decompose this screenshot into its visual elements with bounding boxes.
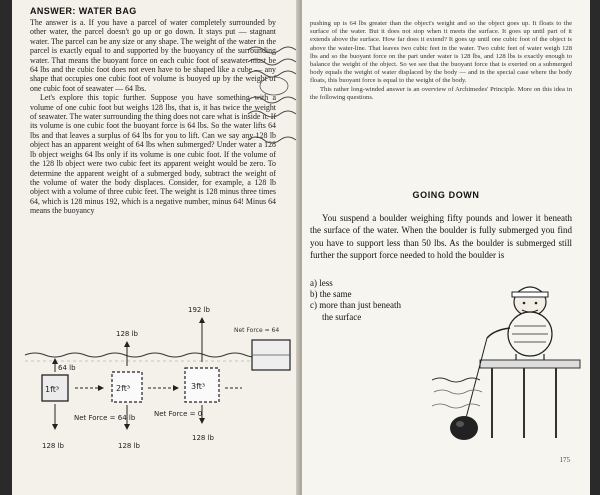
cube-two: [112, 330, 142, 450]
label-net-force-up: Net Force = 64: [234, 327, 280, 334]
label-192-lb: 192 lb: [188, 306, 210, 314]
puzzle-text: You suspend a boulder weighing fifty pounds and lower it beneath the surface of the water. When the boulder is fully submerged you find you have to support less than 50 lbs. As the boulder is submerged still further the support force needed to hold the boulder is: [310, 213, 572, 261]
continued-paragraph-2: This rather long-winded answer is an overview of Archimedes' Principle. More on this idea in the following questions.: [310, 85, 572, 101]
left-page: [12, 0, 300, 495]
man-figure: [487, 287, 552, 360]
label-net-force-64: Net Force = 64 lb: [74, 414, 136, 422]
answer-options: [310, 278, 430, 323]
water-bag-margin-illustration: [244, 40, 300, 150]
label-128-lb-c: 128 lb: [192, 434, 214, 442]
cube-three: [185, 306, 219, 442]
cube-one: [42, 358, 76, 450]
answer-paragraph-1: The answer is a. If you have a parcel of water completely surrounded by other water, the parcel doesn't go up or go down. It stays put — stagnant water. The parcel can be any size or any shape. The weight of the water in the parcel is exactly equal to and supported by the buoyancy of the surrounding water. That means the buoyant force on each cubic foot of seawater must be 64 lbs and the cubic foot does not even have to be shaped like a cube — any shape that occupies one cubic foot of volume is buoyed up by the weight of one cubic foot of seawater — 64 lbs.: [30, 18, 276, 93]
answer-heading: ANSWER: WATER BAG: [30, 6, 137, 16]
puzzle-heading: GOING DOWN: [412, 190, 480, 200]
option-a: a) less: [310, 278, 333, 288]
page-number: 175: [559, 456, 570, 464]
label-64-lb: 64 lb: [58, 364, 76, 372]
label-3ft: 3ft³: [191, 382, 206, 391]
right-page: [302, 0, 590, 495]
option-c: c) more than just beneath: [310, 300, 401, 311]
answer-text: [30, 18, 276, 216]
buoyancy-cubes-diagram: [20, 300, 300, 460]
water-waves: [432, 378, 480, 382]
label-2ft: 2ft³: [116, 384, 131, 393]
label-128-lb-b: 128 lb: [118, 442, 140, 450]
answer-continued: [310, 20, 572, 102]
label-1ft: 1ft³: [45, 385, 60, 394]
continued-paragraph-1: pushing up is 64 lbs greater than the object's weight and so the object goes up. It floats to the surface of the water. But it does not stop when it meets the surface. It goes up until part of it extends above the surface. How far does it extend? It goes up until one cubic foot of the object is above the water-line. That leaves two cubic feet in the water. Two cubic feet of water weigh 128 lbs and so the buoyant force on the part under water is 128 lbs, and 128 lbs is exactly enough to balance the weight of the object. So we see that the buoyant force that is exerted on a submerged body equals the weight of water displaced by the body — and in the special case where the body floats, this buoyant force is equal to the weight of the body.: [310, 20, 572, 85]
floating-cube: [234, 327, 290, 370]
label-128-lb-a: 128 lb: [42, 442, 64, 450]
label-128-lb-top: 128 lb: [116, 330, 138, 338]
water-surface-line: [25, 353, 285, 357]
label-net-force-0: Net Force = 0: [154, 410, 203, 418]
option-c-continued: the surface: [322, 311, 362, 322]
boulder-cartoon-illustration: [432, 268, 582, 448]
answer-paragraph-2: Let's explore this topic further. Suppose you have something with a volume of one cubic foot but weighs 128 lbs, that is, it has twice the weight of seawater. The water surrounding the thing does not care what is inside it. If its volume is one cubic foot the buoyant force is 64 lbs. So the water lifts 64 lbs and that leaves a surplus of 64 lbs for you to lift. Can we say any 128 lb object has an apparent weight of 64 lbs when submerged? Under water a 128 lb object weighs 64 lbs only if its volume is one cubic foot. If the volume of the 128 lb object were two cubic feet its apparent weight would be zero. To determine the apparent weight of a submerged body, subtract the weight of the volume of water the body displaces. Consider, for example, a 128 lb object with a volume of three cubic feet. The weight is 128 minus three times 64, which is 128 minus 192, which is a negative number, minus 64! Minus 64 means the buoyancy: [30, 93, 276, 216]
option-b: b) the same: [310, 289, 352, 300]
boulder: [450, 416, 478, 440]
